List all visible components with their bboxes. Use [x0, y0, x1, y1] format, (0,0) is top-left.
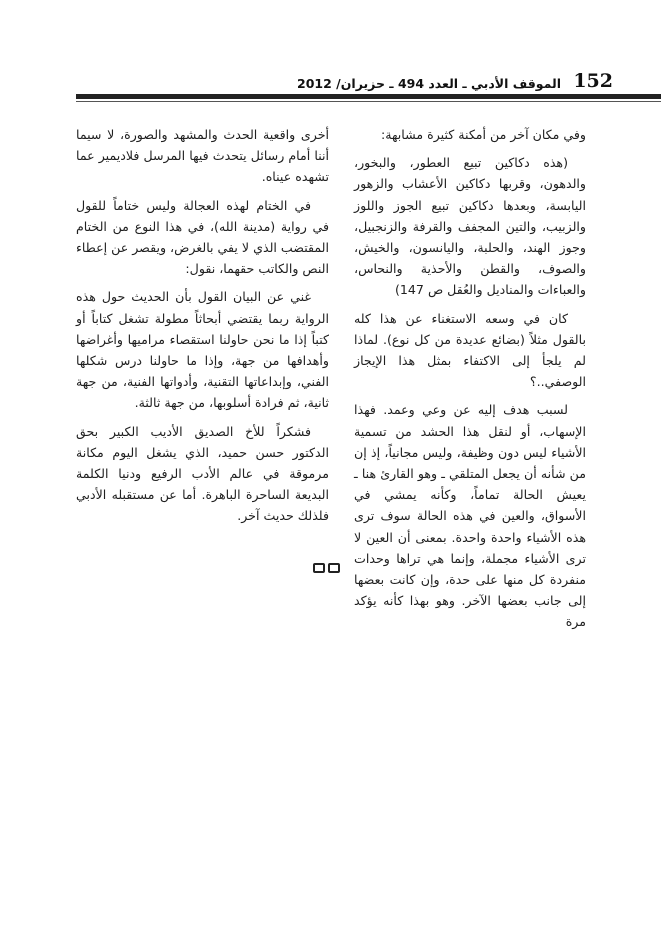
header-rule-thick [76, 94, 661, 99]
right-column [354, 124, 586, 640]
paragraph: فشكراً للأخ الصديق الأديب الكبير بحق الدكتور حسن حميد، الذي يشغل اليوم مكانة مرموقة في عالم الأدب الرفيع ودنيا الكلمة البديعة الساحرة الباهرة. أما عن مستقبله الأدبي فلذلك حديث آخر. [76, 423, 329, 524]
header-rule-thin [76, 101, 661, 102]
paragraph: غني عن البيان القول بأن الحديث حول هذه الرواية ربما يقتضي أبحاثاً مطولة تشغل كتاباً أو كتباً إذا ما نحن حاولنا استقصاء مراميها وأغراضها وأهدافها من جهة، وإذا ما حاولنا درس شكلها الفني، وإبداعاتها التقنية، وأدواتها الفنية، من جهة ثانية، ثم فرادة أسلوبها، من جهة ثالثة. [76, 289, 329, 411]
paragraph: لسبب هدف إليه عن وعي وعمد. فهذا الإسهاب، أو لنقل هذا الحشد من تسمية الأشياء ليس دون وظيفة، وليس مجانياً، إذ إن من شأنه أن يجعل المتلقي ـ وهو القارئ هنا ـ يعيش الحالة تماماً، وكأنه يمشي في الأسواق، والعين في هذه الحالة سوف ترى هذه الأشياء واحدة واحدة. بمعنى أن العين لا ترى الأشياء مجملة، وإنما هي تراها وحدات منفردة كل منها على حدة، وإن كانت بعضها إلى جانب بعضها الآخر. وهو بهذا كأنه يؤكد مرة [354, 402, 586, 630]
paragraph: أخرى واقعية الحدث والمشهد والصورة، لا سيما أننا أمام رسائل يتحدث فيها المرسل فلاديمير عما تشهده عيناه. [76, 127, 329, 185]
square-icon [328, 563, 340, 573]
paragraph: كان في وسعه الاستغناء عن هذا كله بالقول مثلاً (بضائع عديدة من كل نوع). لماذا لم يلجأ إلى الاكتفاء بمثل هذا الإيجاز الوصفي..؟ [354, 310, 586, 390]
page-number: 152 [573, 70, 613, 92]
paragraph: في الختام لهذه العجالة وليس ختاماً للقول في رواية (مدينة الله)، في هذا النوع من الختام المقتضب الذي لا يفي بالغرض، ويقصر عن إعطاء النص والكاتب حقهما، نقول: [76, 197, 329, 277]
quote-paragraph: (هذه دكاكين تبيع العطور، والبخور، والدهون، وقربها دكاكين الأعشاب والزهور اليابسة، وبعدها دكاكين تبيع الجوز واللوز والزبيب، والتين المجفف والقرفة والزنجبيل، وجوز الهند، والحلبة، واليانسون، والخيش، والصوف، والقطن والأحذية والنحاس، والعباءات والمناديل والعُقل ص 147) [354, 155, 586, 298]
square-icon [313, 563, 325, 573]
end-of-article-icon [313, 563, 340, 573]
running-head: الموقف الأدبي ـ العدد 494 ـ حزيران/ 2012 [297, 76, 561, 91]
left-column [76, 124, 329, 534]
paragraph: وفي مكان آخر من أمكنة كثيرة مشابهة: [381, 127, 586, 142]
